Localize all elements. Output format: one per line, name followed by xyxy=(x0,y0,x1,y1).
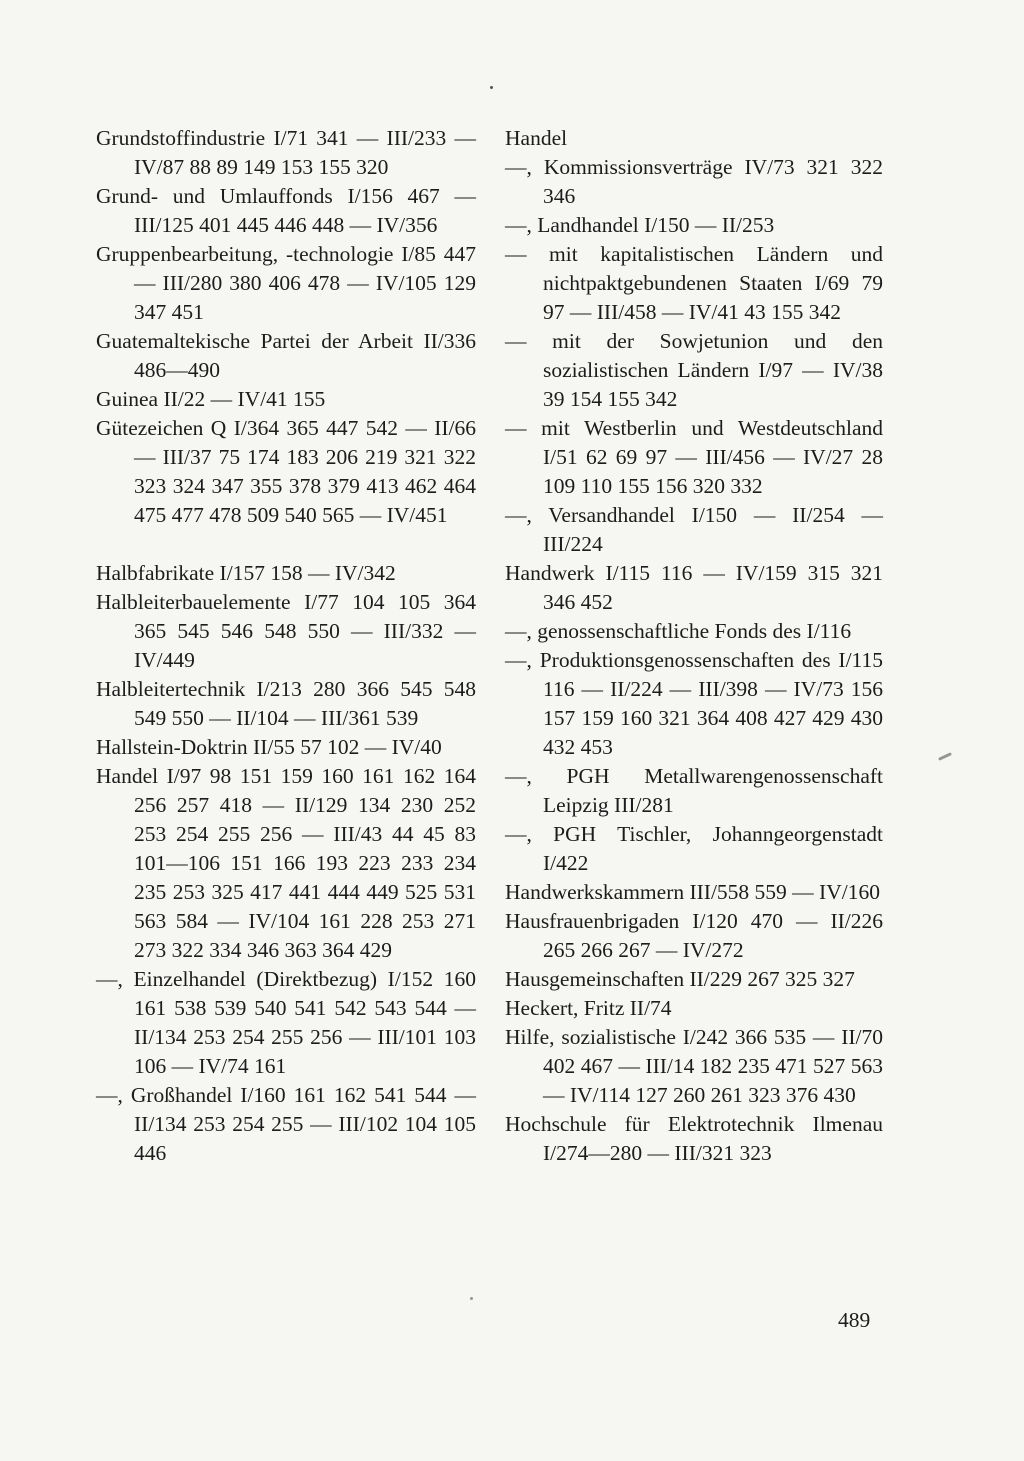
index-entry: Guinea II/22 — IV/41 155 xyxy=(96,387,326,411)
index-entry: — mit Westberlin und Westdeutschland I/51 62 69 97 — III/456 — IV/27 28 109 110 155 156 320 332 xyxy=(505,416,883,498)
index-entry: —, Versandhandel I/150 — II/254 — III/224 xyxy=(505,503,883,556)
index-entry: Handwerk I/115 116 — IV/159 315 321 346 452 xyxy=(505,561,883,614)
index-entry: —, Kommissionsverträge IV/73 321 322 346 xyxy=(505,155,883,208)
index-entry: Hausgemeinschaften II/229 267 325 327 xyxy=(505,967,855,991)
index-entry: —, genossenschaftliche Fonds des I/116 xyxy=(505,619,852,643)
page-number: 489 xyxy=(838,1308,871,1332)
index-entry: —, Großhandel I/160 161 162 541 544 — II/134 253 254 255 — III/102 104 105 446 xyxy=(96,1083,476,1165)
index-entry: Grund- und Umlauffonds I/156 467 — III/125 401 445 446 448 — IV/356 xyxy=(96,184,476,237)
index-entry: Handel I/97 98 151 159 160 161 162 164 256 257 418 — II/129 134 230 252 253 254 255 256 — III/43 44 45 83 101—106 151 166 193 223 233 234 235 253 325 417 441 444 449 525 531 563 584 — IV/104 161 228 253 271 273 322 334 346 363 364 429 xyxy=(96,764,476,962)
index-column-right xyxy=(505,124,883,1168)
index-entry: Heckert, Fritz II/74 xyxy=(505,996,672,1020)
index-entry: Hochschule für Elektrotechnik Ilmenau I/274—280 — III/321 323 xyxy=(505,1112,883,1165)
index-entry: Halbleitertechnik I/213 280 366 545 548 549 550 — II/104 — III/361 539 xyxy=(96,677,476,730)
index-entry: —, Produktionsgenossenschaften des I/115 116 — II/224 — III/398 — IV/73 156 157 159 160 321 364 408 427 429 430 432 453 xyxy=(505,648,883,759)
index-entry: Hallstein-Doktrin II/55 57 102 — IV/40 xyxy=(96,735,442,759)
index-entry: —, Einzelhandel (Direktbezug) I/152 160 161 538 539 540 541 542 543 544 — II/134 253 254 255 256 — III/101 103 106 — IV/74 161 xyxy=(96,967,476,1078)
index-entry: —, Landhandel I/150 — II/253 xyxy=(505,213,775,237)
print-speck xyxy=(470,1297,473,1300)
index-entry: Hausfrauenbrigaden I/120 470 — II/226 265 266 267 — IV/272 xyxy=(505,909,883,962)
print-speck xyxy=(938,752,952,761)
index-entry: —, PGH Metallwarengenossenschaft Leipzig III/281 xyxy=(505,764,883,817)
index-entry: — mit der Sowjetunion und den sozialistischen Ländern I/97 — IV/38 39 154 155 342 xyxy=(505,329,883,411)
section-gap xyxy=(96,530,476,559)
index-entry: Guatemaltekische Partei der Arbeit II/336 486—490 xyxy=(96,329,476,382)
index-entry: Halbleiterbauelemente I/77 104 105 364 365 545 546 548 550 — III/332 — IV/449 xyxy=(96,590,476,672)
index-entry: —, PGH Tischler, Johanngeorgenstadt I/422 xyxy=(505,822,883,875)
index-entry: Gütezeichen Q I/364 365 447 542 — II/66 — III/37 75 174 183 206 219 321 322 323 324 347 355 378 379 413 462 464 475 477 478 509 540 565 — IV/451 xyxy=(96,416,476,527)
index-column-left xyxy=(96,124,476,1168)
index-entry: Handwerkskammern III/558 559 — IV/160 xyxy=(505,880,880,904)
print-speck xyxy=(490,86,493,89)
index-entry: Handel xyxy=(505,126,568,150)
index-entry: Gruppenbearbeitung, -technologie I/85 447 — III/280 380 406 478 — IV/105 129 347 451 xyxy=(96,242,476,324)
index-entry: — mit kapitalistischen Ländern und nichtpaktgebundenen Staaten I/69 79 97 — III/458 — IV/41 43 155 342 xyxy=(505,242,883,324)
index-entry: Halbfabrikate I/157 158 — IV/342 xyxy=(96,561,396,585)
index-entry: Grundstoffindustrie I/71 341 — III/233 — IV/87 88 89 149 153 155 320 xyxy=(96,126,476,179)
index-entry: Hilfe, sozialistische I/242 366 535 — II/70 402 467 — III/14 182 235 471 527 563 — IV/114 127 260 261 323 376 430 xyxy=(505,1025,883,1107)
